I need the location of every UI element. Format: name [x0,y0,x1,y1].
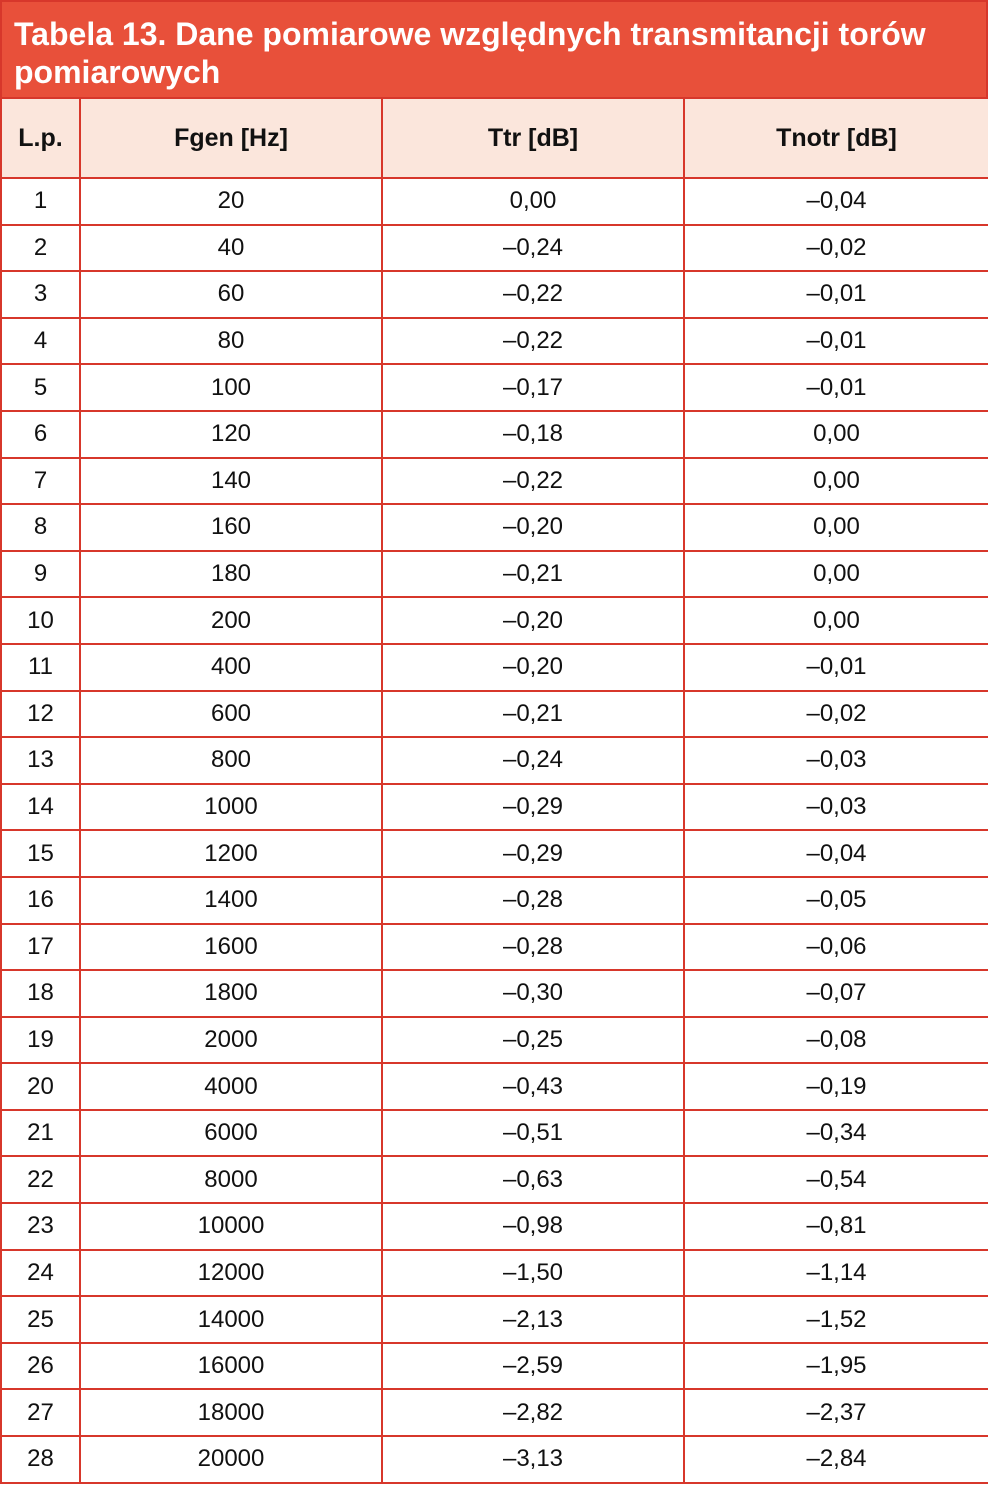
cell-tnotr: –0,02 [684,225,988,272]
header-lp: L.p. [1,98,80,178]
cell-tnotr: –0,01 [684,318,988,365]
cell-ttr: –2,59 [382,1343,684,1390]
cell-fgen: 400 [80,644,382,691]
cell-ttr: –0,28 [382,924,684,971]
cell-lp: 7 [1,458,80,505]
header-fgen: Fgen [Hz] [80,98,382,178]
cell-lp: 23 [1,1203,80,1250]
table-row [1,458,988,505]
cell-fgen: 1000 [80,784,382,831]
cell-tnotr: 0,00 [684,458,988,505]
cell-fgen: 100 [80,364,382,411]
cell-ttr: –1,50 [382,1250,684,1297]
cell-ttr: –0,29 [382,784,684,831]
cell-ttr: –0,25 [382,1017,684,1064]
cell-ttr: –0,30 [382,970,684,1017]
cell-lp: 21 [1,1110,80,1157]
cell-ttr: –0,24 [382,737,684,784]
table-row [1,644,988,691]
cell-fgen: 4000 [80,1063,382,1110]
cell-lp: 19 [1,1017,80,1064]
cell-ttr: –2,13 [382,1296,684,1343]
cell-ttr: –0,20 [382,504,684,551]
cell-ttr: 0,00 [382,178,684,225]
cell-tnotr: 0,00 [684,551,988,598]
cell-fgen: 6000 [80,1110,382,1157]
cell-tnotr: –2,84 [684,1436,988,1483]
measurement-table [0,97,988,1484]
cell-lp: 28 [1,1436,80,1483]
table-row [1,1436,988,1483]
cell-tnotr: –0,01 [684,644,988,691]
cell-lp: 3 [1,271,80,318]
cell-tnotr: –0,07 [684,970,988,1017]
table-row [1,411,988,458]
cell-lp: 10 [1,597,80,644]
cell-ttr: –3,13 [382,1436,684,1483]
cell-fgen: 120 [80,411,382,458]
table-row [1,830,988,877]
cell-lp: 25 [1,1296,80,1343]
cell-tnotr: –0,81 [684,1203,988,1250]
cell-tnotr: –0,06 [684,924,988,971]
cell-tnotr: –0,19 [684,1063,988,1110]
cell-tnotr: –0,08 [684,1017,988,1064]
cell-fgen: 18000 [80,1389,382,1436]
cell-ttr: –0,22 [382,458,684,505]
cell-lp: 22 [1,1156,80,1203]
cell-lp: 15 [1,830,80,877]
table-row [1,551,988,598]
cell-lp: 9 [1,551,80,598]
cell-fgen: 160 [80,504,382,551]
table-row [1,271,988,318]
cell-ttr: –0,20 [382,644,684,691]
cell-tnotr: –0,01 [684,271,988,318]
cell-ttr: –0,17 [382,364,684,411]
table-body [1,178,988,1483]
cell-fgen: 40 [80,225,382,272]
table-row [1,1063,988,1110]
cell-fgen: 60 [80,271,382,318]
cell-tnotr: –0,03 [684,784,988,831]
cell-ttr: –2,82 [382,1389,684,1436]
header-ttr: Ttr [dB] [382,98,684,178]
table-row [1,1343,988,1390]
cell-tnotr: –1,52 [684,1296,988,1343]
cell-lp: 24 [1,1250,80,1297]
cell-tnotr: 0,00 [684,504,988,551]
table-row [1,1156,988,1203]
cell-lp: 20 [1,1063,80,1110]
cell-fgen: 16000 [80,1343,382,1390]
cell-tnotr: –0,54 [684,1156,988,1203]
cell-ttr: –0,63 [382,1156,684,1203]
cell-fgen: 1200 [80,830,382,877]
cell-fgen: 2000 [80,1017,382,1064]
cell-tnotr: –0,01 [684,364,988,411]
cell-lp: 2 [1,225,80,272]
cell-tnotr: 0,00 [684,597,988,644]
table-row [1,924,988,971]
cell-tnotr: –0,02 [684,691,988,738]
cell-lp: 16 [1,877,80,924]
table-row [1,1250,988,1297]
cell-ttr: –0,20 [382,597,684,644]
table-row [1,597,988,644]
cell-fgen: 180 [80,551,382,598]
cell-fgen: 12000 [80,1250,382,1297]
table-row [1,784,988,831]
cell-lp: 12 [1,691,80,738]
cell-tnotr: –0,04 [684,830,988,877]
header-row [1,98,988,178]
cell-tnotr: –1,14 [684,1250,988,1297]
cell-ttr: –0,22 [382,318,684,365]
cell-lp: 5 [1,364,80,411]
cell-fgen: 1800 [80,970,382,1017]
cell-ttr: –0,21 [382,551,684,598]
table-row [1,178,988,225]
cell-fgen: 1400 [80,877,382,924]
cell-lp: 17 [1,924,80,971]
table-title: Tabela 13. Dane pomiarowe względnych transmitancji torów pomiarowych [0,0,988,97]
cell-ttr: –0,21 [382,691,684,738]
cell-fgen: 8000 [80,1156,382,1203]
table-row [1,1296,988,1343]
table-row [1,1017,988,1064]
cell-lp: 1 [1,178,80,225]
cell-fgen: 14000 [80,1296,382,1343]
cell-tnotr: –1,95 [684,1343,988,1390]
cell-fgen: 20000 [80,1436,382,1483]
cell-tnotr: –0,34 [684,1110,988,1157]
cell-ttr: –0,22 [382,271,684,318]
cell-fgen: 10000 [80,1203,382,1250]
table-row [1,877,988,924]
cell-ttr: –0,98 [382,1203,684,1250]
cell-ttr: –0,24 [382,225,684,272]
cell-ttr: –0,29 [382,830,684,877]
cell-fgen: 20 [80,178,382,225]
cell-ttr: –0,18 [382,411,684,458]
cell-lp: 14 [1,784,80,831]
cell-tnotr: –0,04 [684,178,988,225]
cell-lp: 26 [1,1343,80,1390]
cell-fgen: 80 [80,318,382,365]
table-row [1,691,988,738]
table-row [1,364,988,411]
header-tnotr: Tnotr [dB] [684,98,988,178]
table-row [1,225,988,272]
cell-ttr: –0,51 [382,1110,684,1157]
table-row [1,737,988,784]
table-row [1,1389,988,1436]
cell-tnotr: 0,00 [684,411,988,458]
cell-tnotr: –2,37 [684,1389,988,1436]
cell-ttr: –0,28 [382,877,684,924]
cell-fgen: 1600 [80,924,382,971]
cell-lp: 11 [1,644,80,691]
table-row [1,318,988,365]
cell-tnotr: –0,03 [684,737,988,784]
table-row [1,504,988,551]
cell-fgen: 600 [80,691,382,738]
cell-ttr: –0,43 [382,1063,684,1110]
cell-fgen: 140 [80,458,382,505]
table-row [1,1203,988,1250]
cell-lp: 18 [1,970,80,1017]
cell-lp: 27 [1,1389,80,1436]
cell-lp: 6 [1,411,80,458]
table-row [1,1110,988,1157]
cell-lp: 8 [1,504,80,551]
table-row [1,970,988,1017]
cell-fgen: 200 [80,597,382,644]
cell-tnotr: –0,05 [684,877,988,924]
cell-fgen: 800 [80,737,382,784]
cell-lp: 4 [1,318,80,365]
cell-lp: 13 [1,737,80,784]
